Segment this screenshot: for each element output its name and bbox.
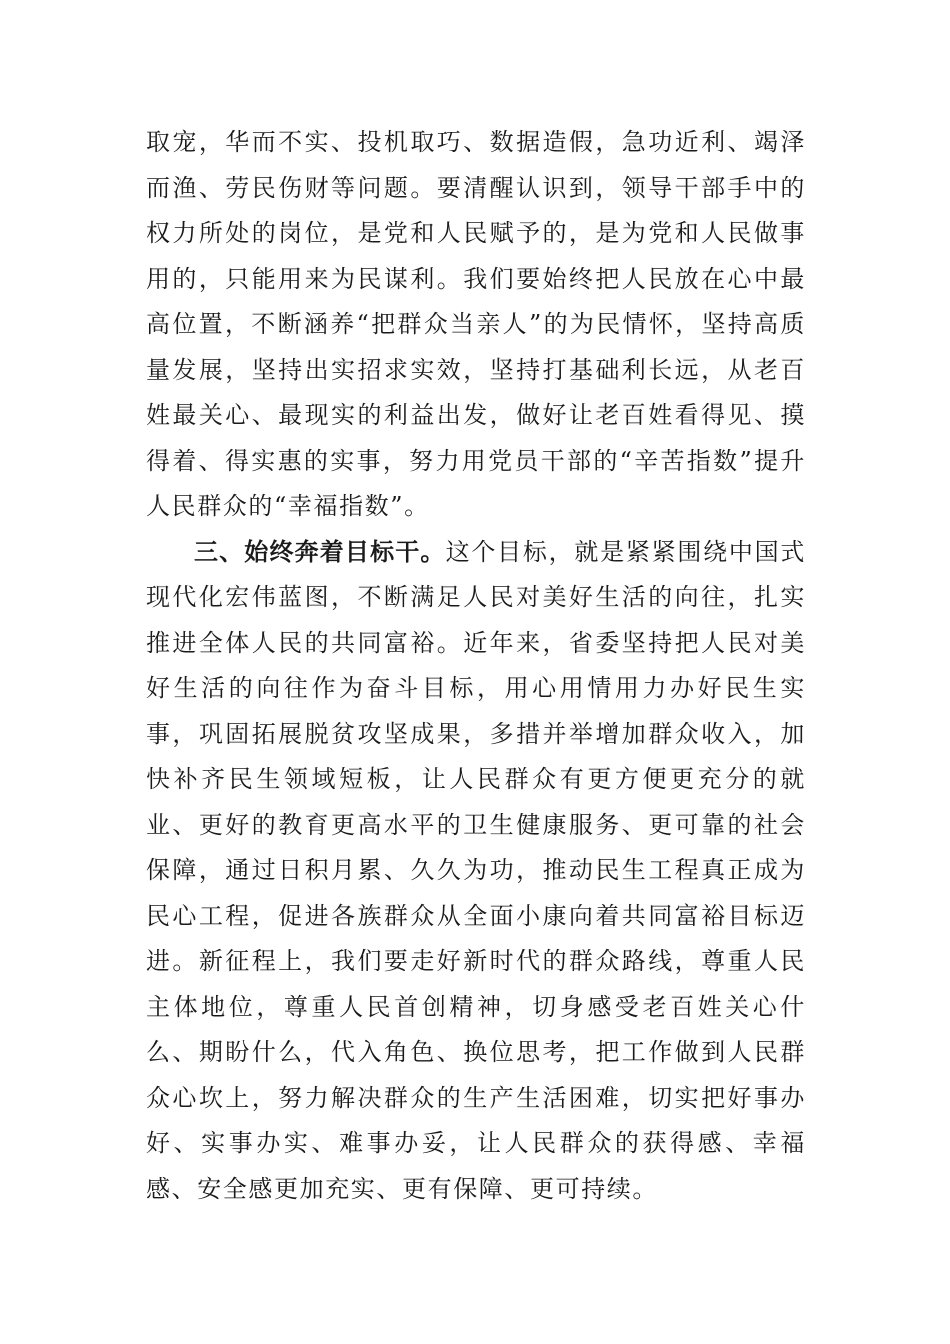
document-body	[146, 120, 806, 1212]
paragraph-text: 这个目标，就是紧紧围绕中国式现代化宏伟蓝图，不断满足人民对美好生活的向往，扎实推进全体人民的共同富裕。近年来，省委坚持把人民对美好生活的向往作为奋斗目标，用心用情用力办好民生实事，巩固拓展脱贫攻坚成果，多措并举增加群众收入，加快补齐民生领域短板，让人民群众有更方便更充分的就业、更好的教育更高水平的卫生健康服务、更可靠的社会保障，通过日积月累、久久为功，推动民生工程真正成为民心工程，促进各族群众从全面小康向着共同富裕目标迈进。新征程上，我们要走好新时代的群众路线，尊重人民主体地位，尊重人民首创精神，切身感受老百姓关心什么、期盼什么，代入角色、换位思考，把工作做到人民群众心坎上，努力解决群众的生产生活困难，切实把好事办好、实事办实、难事办妥，让人民群众的获得感、幸福感、安全感更加充实、更有保障、更可持续。	[146, 537, 806, 1203]
paragraph-text: 取宠，华而不实、投机取巧、数据造假，急功近利、竭泽而渔、劳民伤财等问题。要清醒认识到，领导干部手中的权力所处的岗位，是党和人民赋予的，是为党和人民做事用的，只能用来为民谋利。我们要始终把人民放在心中最高位置，不断涵养“把群众当亲人”的为民情怀，坚持高质量发展，坚持出实招求实效，坚持打基础利长远，从老百姓最关心、最现实的利益出发，做好让老百姓看得见、摸得着、得实惠的实事，努力用党员干部的“辛苦指数”提升人民群众的“幸福指数”。	[146, 128, 806, 520]
paragraph-continued	[146, 120, 806, 530]
paragraph-section-three	[146, 530, 806, 1213]
section-heading: 三、始终奔着目标干。	[194, 537, 446, 566]
